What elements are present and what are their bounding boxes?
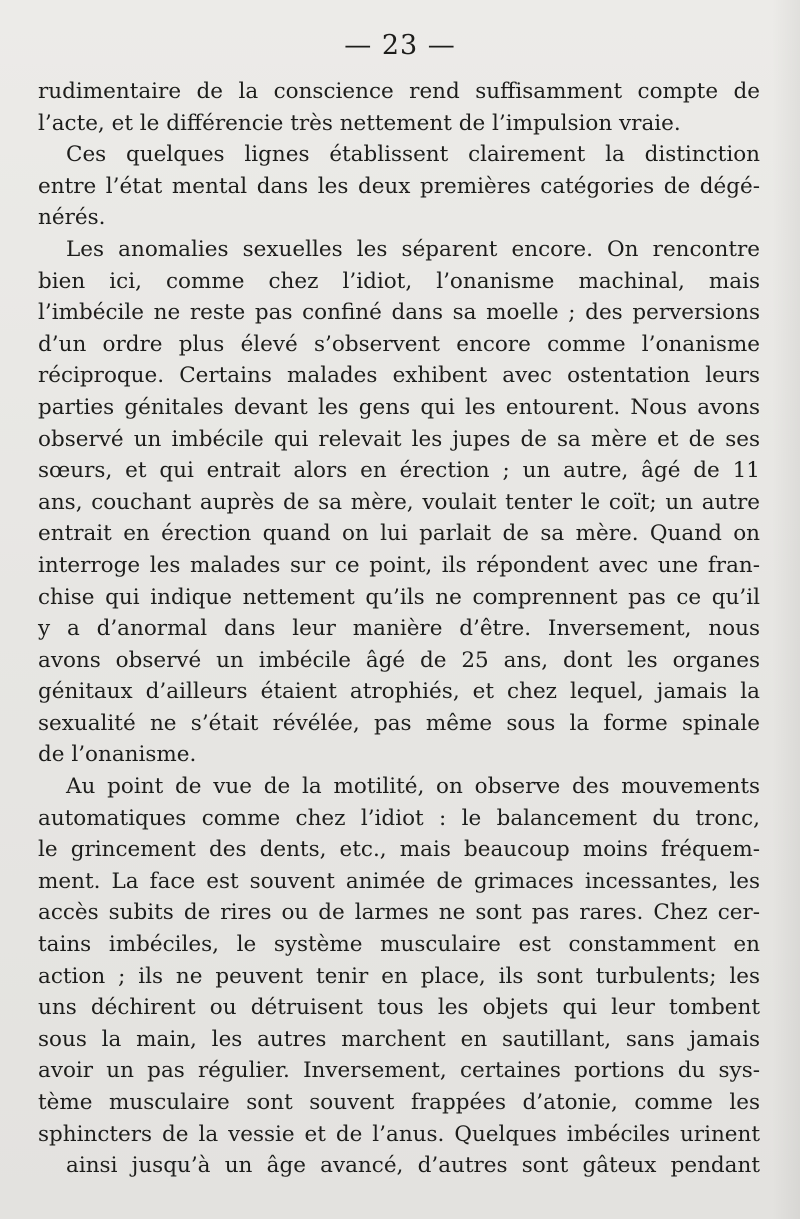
text-line: parties génitales devant les gens qui les entourent. Nous avons xyxy=(38,394,760,420)
text-line: avoir un pas régulier. Inversement, certaines portions du sys- xyxy=(38,1058,760,1084)
text-line: y a d’anormal dans leur manière d’être. Inversement, nous xyxy=(38,616,760,642)
text-line: entrait en érection quand on lui parlait de sa mère. Quand on xyxy=(38,521,760,547)
text-line: bien ici, comme chez l’idiot, l’onanisme machinal, mais xyxy=(38,268,760,294)
text-line: rudimentaire de la conscience rend suffisamment compte de xyxy=(38,79,760,104)
text-line: interroge les malades sur ce point, ils répondent avec une fran- xyxy=(38,552,760,578)
page-edge-shadow xyxy=(772,0,800,1219)
text-line: sphincters de la vessie et de l’anus. Quelques imbéciles urinent xyxy=(38,1121,760,1147)
text-line: ainsi jusqu’à un âge avancé, d’autres sont gâteux pendant xyxy=(66,1153,760,1179)
text-line: tains imbéciles, le système musculaire est constamment en xyxy=(38,932,760,958)
text-line: le grincement des dents, etc., mais beaucoup moins fréquem- xyxy=(38,837,760,863)
text-line: réciproque. Certains malades exhibent avec ostentation leurs xyxy=(38,363,760,389)
text-line: automatiques comme chez l’idiot : le balancement du tronc, xyxy=(38,805,760,831)
page-number: — 23 — xyxy=(344,30,456,61)
text-line: chise qui indique nettement qu’ils ne comprennent pas ce qu’il xyxy=(38,584,760,610)
text-line: génitaux d’ailleurs étaient atrophiés, et chez lequel, jamais la xyxy=(38,679,760,705)
text-line: ment. La face est souvent animée de grimaces incessantes, les xyxy=(38,868,760,894)
text-line: accès subits de rires ou de larmes ne sont pas rares. Chez cer- xyxy=(38,900,760,926)
text-line: de l’onanisme. xyxy=(38,742,197,768)
text-line: entre l’état mental dans les deux premières catégories de dégé- xyxy=(38,173,760,199)
text-line: d’un ordre plus élevé s’observent encore comme l’onanisme xyxy=(38,331,760,357)
text-line: nérés. xyxy=(38,205,106,231)
text-line: avons observé un imbécile âgé de 25 ans, dont les organes xyxy=(38,647,760,673)
text-line: sœurs, et qui entrait alors en érection ; un autre, âgé de 11 xyxy=(38,458,760,484)
text-line: sexualité ne s’était révélée, pas même sous la forme spinale xyxy=(38,710,760,736)
text-line: Les anomalies sexuelles les séparent encore. On rencontre xyxy=(66,236,760,262)
text-line: Ces quelques lignes établissent clairement la distinction xyxy=(66,142,760,168)
text-line: l’acte, et le différencie très nettement de l’impulsion vraie. xyxy=(38,110,681,136)
text-line: l’imbécile ne reste pas confiné dans sa moelle ; des perversions xyxy=(38,300,760,326)
text-line: observé un imbécile qui relevait les jupes de sa mère et de ses xyxy=(38,426,760,452)
body-text xyxy=(38,76,760,1182)
text-line: action ; ils ne peuvent tenir en place, ils sont turbulents; les xyxy=(38,963,760,989)
text-line: uns déchirent ou détruisent tous les objets qui leur tombent xyxy=(38,995,760,1021)
text-line: tème musculaire sont souvent frappées d’atonie, comme les xyxy=(38,1090,760,1115)
text-line: ans, couchant auprès de sa mère, voulait tenter le coït; un autre xyxy=(38,489,760,515)
text-line: sous la main, les autres marchent en sautillant, sans jamais xyxy=(38,1026,760,1052)
text-line: Au point de vue de la motilité, on observe des mouvements xyxy=(66,774,760,800)
